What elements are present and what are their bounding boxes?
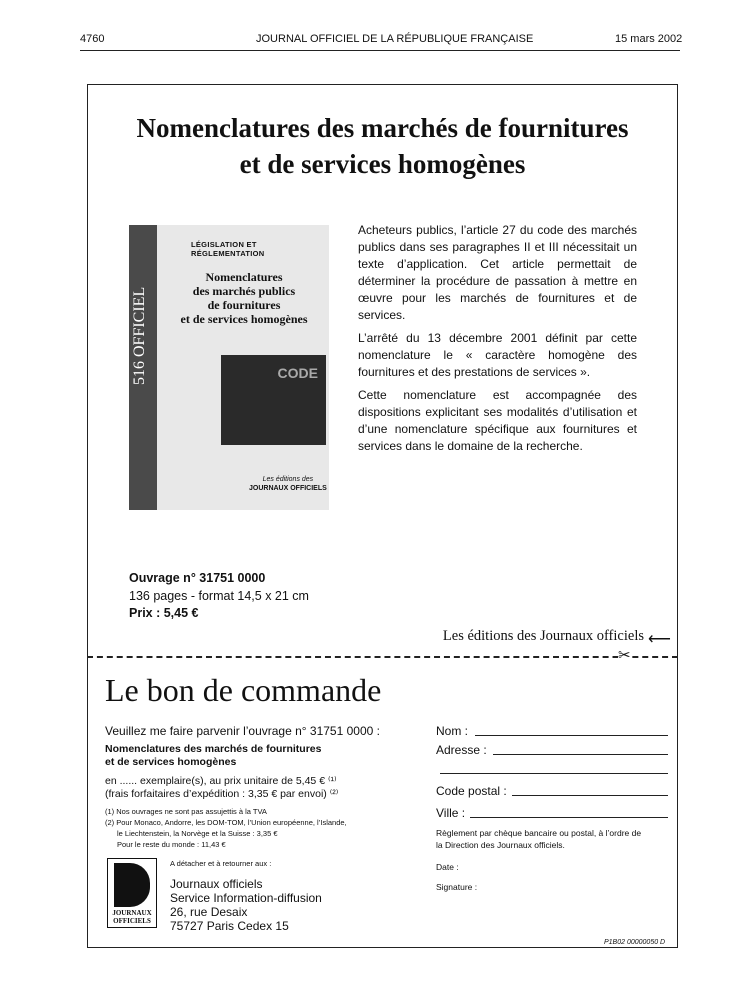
- adresse-label: Adresse :: [436, 743, 487, 757]
- header-rule: [80, 50, 680, 51]
- cover-spine-text: 516 OFFICIEL: [131, 286, 148, 385]
- order-shipping-line: (frais forfaitaires d’expédition : 3,35 € par envoi) ⁽²⁾: [105, 788, 339, 800]
- cover-top-label: LÉGISLATION ET RÉGLEMENTATION: [191, 240, 265, 258]
- cover-publisher-line: Les éditions des: [262, 476, 314, 483]
- cover-photo: [221, 355, 326, 445]
- detach-instruction: A détacher et à retourner aux :: [170, 859, 272, 868]
- order-book-title-line1: Nomenclatures des marchés de fournitures: [105, 743, 322, 755]
- code-postal-label: Code postal :: [436, 784, 507, 798]
- payment-instructions-line1: Règlement par chèque bancaire ou postal, à l’ordre de: [436, 828, 642, 838]
- adresse-field-line2[interactable]: [440, 773, 668, 774]
- order-book-title-line2: et de services homogènes: [105, 756, 237, 768]
- address-line: 26, rue Desaix: [170, 905, 248, 919]
- signature-label: Signature :: [436, 882, 478, 892]
- cover-title-line: de fournitures: [207, 298, 281, 312]
- ville-field[interactable]: [470, 817, 668, 818]
- issue-date: 15 mars 2002: [615, 33, 683, 45]
- logo-mark: [114, 863, 150, 907]
- footer-code: P1B02 00000050 D: [604, 939, 666, 946]
- cover-title: [159, 270, 329, 326]
- return-address: [170, 877, 322, 933]
- publisher-line: Les éditions des Journaux officiels: [442, 628, 644, 644]
- ville-label: Ville :: [436, 806, 466, 820]
- journaux-officiels-logo: [107, 858, 157, 928]
- nom-label: Nom :: [436, 724, 469, 738]
- arrow-left-icon: ⟵: [648, 631, 671, 648]
- order-form-title: Le bon de commande: [105, 672, 382, 708]
- address-line: Service Information-diffusion: [170, 891, 322, 905]
- logo-text: [108, 909, 156, 925]
- code-postal-field[interactable]: [512, 795, 668, 796]
- order-note-2-cont: le Liechtenstein, la Norvège et la Suisse : 3,35 €: [117, 829, 278, 838]
- ouvrage-details: 136 pages - format 14,5 x 21 cm: [129, 589, 309, 603]
- adresse-field[interactable]: [493, 754, 668, 755]
- address-line: 75727 Paris Cedex 15: [170, 919, 289, 933]
- cover-title-line: et de services homogènes: [180, 312, 308, 326]
- date-label: Date :: [436, 862, 459, 872]
- page-number: 4760: [80, 33, 105, 45]
- cover-spine: [129, 225, 157, 510]
- cover-photo-label: CODE: [277, 365, 318, 381]
- cover-publisher: [249, 475, 327, 493]
- description-paragraph-3: Cette nomenclature est accompagnée des dispositions explicitant ses modalités d’utilisation et d’une nomenclature spécifique aux fournitures et services dans le domaine de la recherche.: [358, 388, 637, 453]
- order-intro: Veuillez me faire parvenir l’ouvrage n° 31751 0000 :: [105, 724, 380, 738]
- page-title-line1: Nomenclatures des marchés de fournitures: [136, 113, 629, 143]
- cut-line: [87, 656, 678, 658]
- order-note-2-world: Pour le reste du monde : 11,43 €: [117, 840, 226, 849]
- description-paragraph-1: Acheteurs publics, l’article 27 du code des marchés publics dans ses paragraphes II et III nécessitait un texte d’application. Cet article permettait de déterminer la procédure de passation à mettre en œuvre pour les marchés de fournitures et de services.: [358, 223, 637, 322]
- cover-title-line: des marchés publics: [192, 284, 296, 298]
- payment-instructions-line2: la Direction des Journaux officiels.: [436, 840, 565, 850]
- ouvrage-price: Prix : 5,45 €: [129, 606, 199, 620]
- ouvrage-ref: Ouvrage n° 31751 0000: [129, 571, 266, 585]
- journal-title: JOURNAL OFFICIEL DE LA RÉPUBLIQUE FRANÇAISE: [256, 33, 534, 45]
- logo-text-line: OFFICIELS: [113, 917, 151, 925]
- logo-text-line: JOURNAUX: [112, 909, 152, 917]
- cover-publisher-line: JOURNAUX OFFICIELS: [249, 485, 327, 492]
- page-title-line2: et de services homogènes: [239, 149, 526, 179]
- order-note-2: (2) Pour Monaco, Andorre, les DOM-TOM, l’Union européenne, l’Islande,: [105, 818, 347, 827]
- scissors-icon: ✂: [618, 647, 631, 664]
- order-quantity-line[interactable]: en ...... exemplaire(s), au prix unitaire de 5,45 € ⁽¹⁾: [105, 775, 337, 787]
- address-line: Journaux officiels: [170, 877, 263, 891]
- order-note-1: (1) Nos ouvrages ne sont pas assujettis à la TVA: [105, 807, 267, 816]
- nom-field[interactable]: [475, 735, 668, 736]
- description-paragraph-2: L’arrêté du 13 décembre 2001 définit par cette nomenclature le « caractère homogène des fournitures et des prestations de services ».: [358, 331, 637, 379]
- book-cover-image: [129, 225, 329, 510]
- cover-title-line: Nomenclatures: [205, 270, 283, 284]
